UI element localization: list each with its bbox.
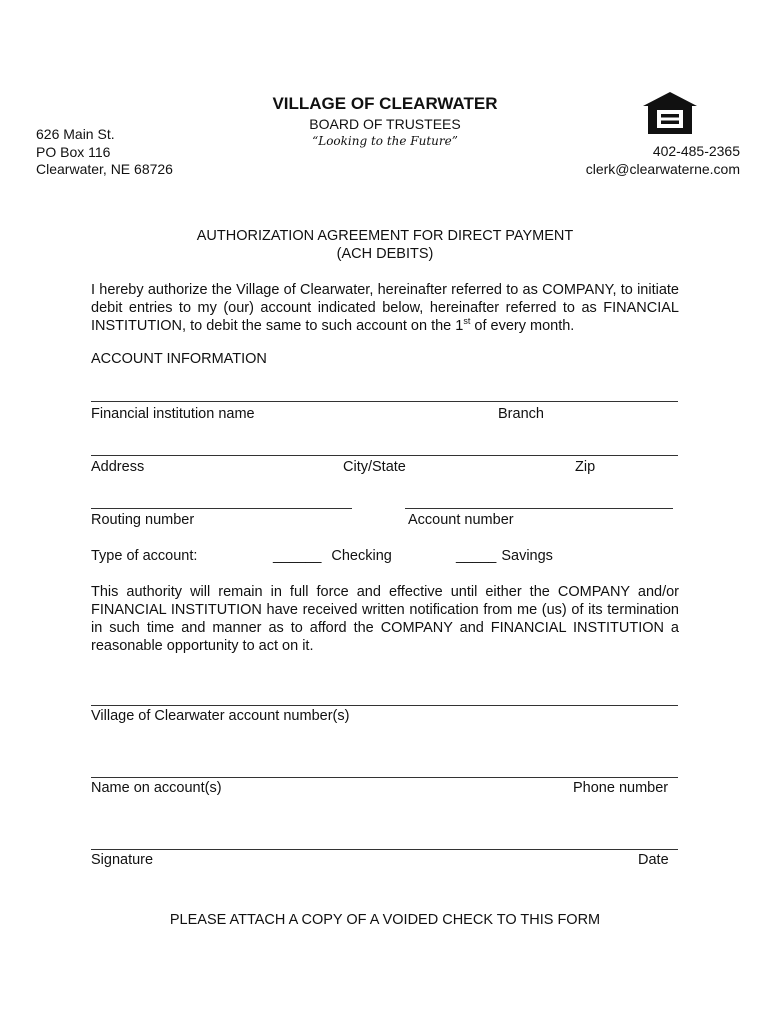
equal-housing-opportunity-icon [641,90,699,136]
checking-option[interactable] [273,548,392,564]
authorization-text: I hereby authorize the Village of Clearwater, hereinafter referred to as COMPANY, to initiate debit entries to my (our) account indicated below, hereinafter referred to as FINANCIAL INSTITUTION, to debit the same to such account on the 1 [91,282,679,334]
agreement-subtitle: (ACH DEBITS) [336,246,434,262]
authorization-text-end: of every month. [470,318,575,334]
email-address: clerk@clearwaterne.com [585,160,740,177]
address-line: Clearwater, NE 68726 [36,161,173,177]
section-heading: ACCOUNT INFORMATION [91,351,267,367]
voided-check-notice: PLEASE ATTACH A COPY OF A VOIDED CHECK TO THIS FORM [169,912,601,928]
board-subtitle: BOARD OF TRUSTEES [309,116,461,132]
city-state-label: City/State [343,459,406,475]
authority-paragraph: This authority will remain in full force and effective until either the COMPANY and/or FINANCIAL INSTITUTION have received written notification from me (us) of its termination in such time and manner as to afford the COMPANY and FINANCIAL INSTITUTION a reasonable opportunity to act on it. [91,584,679,654]
routing-number-label: Routing number [91,512,195,528]
signature-label: Signature [91,852,154,868]
savings-blank[interactable]: _____ [456,548,497,564]
branch-label: Branch [498,406,544,422]
financial-institution-label: Financial institution name [91,406,255,422]
phone-number-label: Phone number [573,780,669,796]
authorization-paragraph [91,281,679,335]
checking-label: Checking [331,548,392,564]
contact-info [586,143,740,178]
date-label: Date [638,852,669,868]
signature-line[interactable] [91,849,678,850]
document-title [0,227,770,263]
account-number-line[interactable] [405,508,673,509]
zip-label: Zip [575,459,596,475]
account-number-label: Account number [408,512,514,528]
village-account-label: Village of Clearwater account number(s) [91,708,350,724]
village-account-line[interactable] [91,705,678,706]
motto: “Looking to the Future” [312,134,458,148]
organization-title: VILLAGE OF CLEARWATER [272,94,498,113]
savings-option[interactable] [456,548,553,564]
agreement-title: AUTHORIZATION AGREEMENT FOR DIRECT PAYMENT [196,228,574,244]
checking-blank[interactable]: ______ [273,548,322,564]
financial-institution-line[interactable] [91,401,678,402]
name-on-account-line[interactable] [91,777,678,778]
address-line-field[interactable] [91,455,678,456]
address-line: PO Box 116 [36,143,111,160]
address-line: 626 Main St. [36,126,115,142]
type-of-account-label: Type of account: [91,548,198,564]
savings-label: Savings [501,548,553,564]
name-on-account-label: Name on account(s) [91,780,222,796]
mailing-address [36,126,173,179]
address-label: Address [91,459,145,475]
ordinal-suffix: st [463,316,471,327]
phone-number: 402-485-2365 [652,143,740,159]
routing-number-line[interactable] [91,508,352,509]
